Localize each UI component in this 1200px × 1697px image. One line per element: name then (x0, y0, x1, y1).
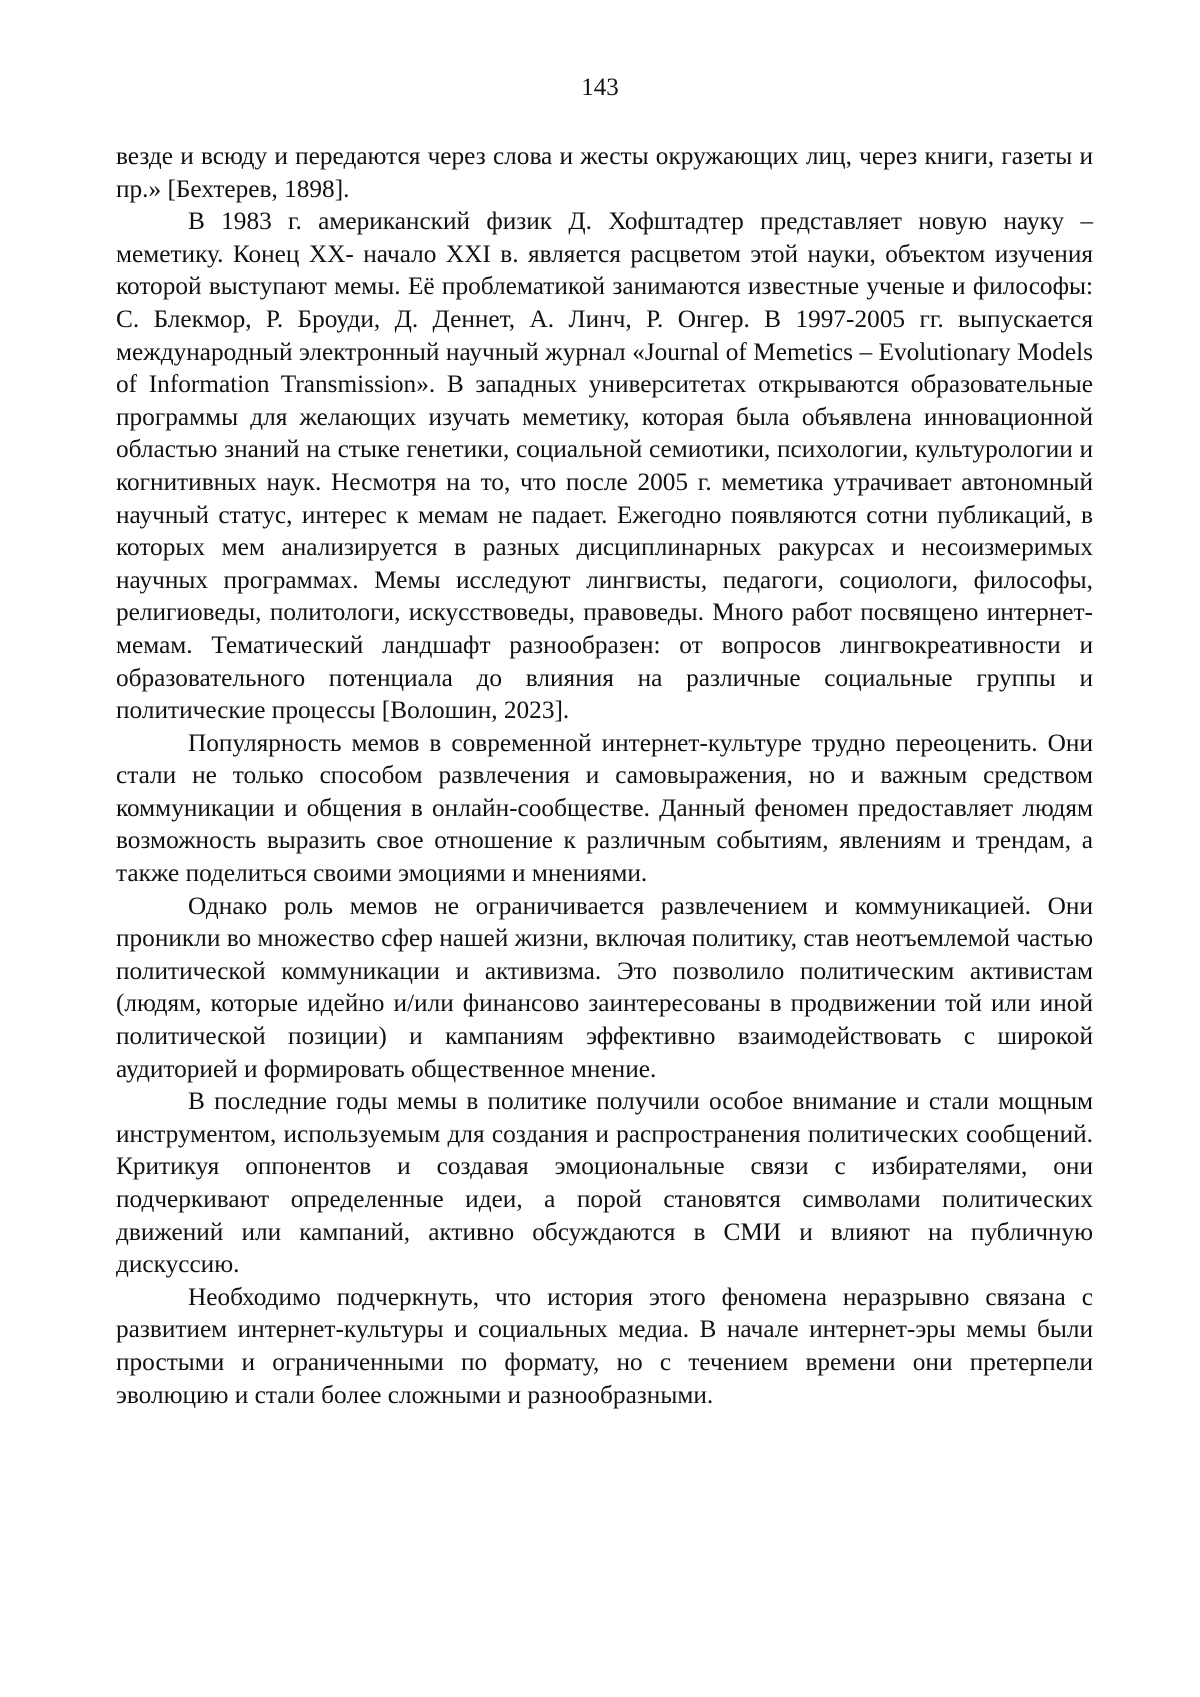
paragraph-meme-popularity: Популярность мемов в современной интернет-культуре трудно переоценить. Они стали не только способом развлечения и самовыражения, но и важным средством коммуникации и общения в онлайн-сообществе. Данный феномен предоставляет людям возможность выразить свое отношение к различным событиям, явлениям и трендам, а также поделиться своими эмоциями и мнениями. (116, 728, 1093, 888)
paragraph-memetics-history: В 1983 г. американский физик Д. Хофштадтер представляет новую науку – меметику. Конец XX- начало XXI в. является расцветом этой науки, объектом изучения которой выступают мемы. Её проблематикой занимаются известные ученые и философы: С. Блекмор, Р. Броуди, Д. Деннет, А. Линч, Р. Онгер. В 1997-2005 гг. выпускается международный электронный научный журнал «Journal of Memetics – Evolutionary Models of Information Transmission». В западных университетах открываются образовательные программы для желающих изучать меметику, которая была объявлена инновационной областью знаний на стыке генетики, социальной семиотики, психологии, культурологии и когнитивных наук. Несмотря на то, что после 2005 г. меметика утрачивает автономный научный статус, интерес к мемам не падает. Ежегодно появляются сотни публикаций, в которых мем анализируется в разных дисциплинарных ракурсах и несоизмеримых научных программах. Мемы исследуют лингвисты, педагоги, социологи, философы, религиоведы, политологи, искусствоведы, правоведы. Много работ посвящено интернет-мемам. Тематический ландшафт разнообразен: от вопросов лингвокреативности и образовательного потенциала до влияния на различные социальные группы и политические процессы [Волошин, 2023]. (116, 207, 1093, 725)
paragraph-meme-evolution: Необходимо подчеркнуть, что история этого феномена неразрывно связана с развитием интернет-культуры и социальных медиа. В начале интернет-эры мемы были простыми и ограниченными по формату, но с течением времени они претерпели эволюцию и стали более сложными и разнообразными. (116, 1282, 1093, 1409)
text-body (116, 140, 1093, 1411)
page-number: 143 (581, 74, 619, 101)
paragraph-memes-in-politics: Однако роль мемов не ограничивается развлечением и коммуникацией. Они проникли во множество сфер нашей жизни, включая политику, став неотъемлемой частью политической коммуникации и активизма. Это позволило политическим активистам (людям, которые идейно и/или финансово заинтересованы в продвижении той или иной политической позиции) и кампаниям эффективно взаимодействовать с широкой аудиторией и формировать общественное мнение. (116, 891, 1093, 1083)
paragraph-continuation: везде и всюду и передаются через слова и жесты окружающих лиц, через книги, газеты и пр.» [Бехтерев, 1898]. (116, 142, 1093, 203)
paragraph-political-memes-recent: В последние годы мемы в политике получили особое внимание и стали мощным инструментом, используемым для создания и распространения политических сообщений. Критикуя оппонентов и создавая эмоциональные связи с избирателями, они подчеркивают определенные идеи, а порой становятся символами политических движений или кампаний, активно обсуждаются в СМИ и влияют на публичную дискуссию. (116, 1087, 1093, 1279)
